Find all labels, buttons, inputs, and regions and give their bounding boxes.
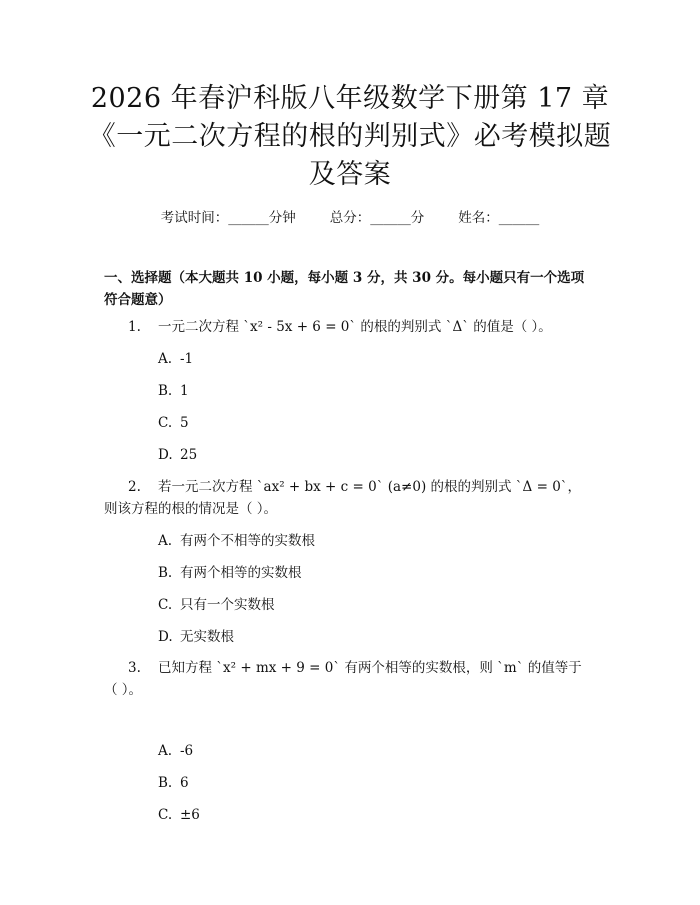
option-text: -6 — [180, 743, 194, 759]
option-text: ±6 — [180, 807, 200, 823]
option-text: 无实数根 — [180, 629, 234, 645]
option-letter: A. — [158, 533, 173, 549]
section-heading: 一、选择题（本大题共 10 小题，每小题 3 分，共 30 分。每小题只有一个选项符合题意） — [104, 270, 585, 308]
exam-time-field: 考试时间：______分钟 — [160, 210, 296, 226]
question-2-option-b — [158, 562, 302, 584]
total-score-field: 总分：______分 — [329, 210, 425, 226]
question-text: 一元二次方程 `x² - 5x + 6 = 0` 的根的判别式 `Δ` 的值是（ ）。 — [158, 319, 552, 335]
option-text: 1 — [180, 383, 189, 399]
question-1 — [104, 316, 594, 338]
question-number: 1. — [128, 319, 141, 335]
option-letter: A. — [158, 351, 173, 367]
question-1-option-d — [158, 444, 197, 466]
question-1-option-b — [158, 380, 189, 402]
question-1-option-c — [158, 412, 189, 434]
question-text: 已知方程 `x² + mx + 9 = 0` 有两个相等的实数根，则 `m` 的值等于（ ）。 — [104, 660, 582, 698]
question-3-option-c — [158, 804, 200, 826]
question-3-option-a — [158, 740, 193, 762]
question-2-option-c — [158, 594, 275, 616]
option-text: 25 — [180, 447, 198, 463]
option-letter: B. — [158, 775, 173, 791]
page-title-line-2: 《一元二次方程的根的判别式》必考模拟题 — [88, 121, 612, 152]
option-text: 5 — [180, 415, 189, 431]
option-text: 有两个相等的实数根 — [180, 565, 302, 581]
page-title-line-3: 及答案 — [308, 159, 392, 190]
question-2-option-a — [158, 530, 315, 552]
option-text: -1 — [180, 351, 194, 367]
question-1-option-a — [158, 348, 193, 370]
question-3-option-b — [158, 772, 189, 794]
question-2-option-d — [158, 626, 234, 648]
option-letter: A. — [158, 743, 173, 759]
option-text: 有两个不相等的实数根 — [180, 533, 315, 549]
option-letter: D. — [158, 447, 173, 463]
student-name-field: 姓名：______ — [458, 210, 540, 226]
option-letter: B. — [158, 383, 173, 399]
option-text: 只有一个实数根 — [180, 597, 275, 613]
option-text: 6 — [180, 775, 189, 791]
option-letter: B. — [158, 565, 173, 581]
page-title-line-1: 2026 年春沪科版八年级数学下册第 17 章 — [90, 83, 610, 114]
question-2 — [104, 476, 594, 520]
option-letter: C. — [158, 597, 173, 613]
exam-info-row — [0, 206, 700, 226]
option-letter: C. — [158, 415, 173, 431]
question-3 — [104, 657, 594, 701]
question-number: 3. — [128, 660, 141, 676]
option-letter: D. — [158, 629, 173, 645]
option-letter: C. — [158, 807, 173, 823]
question-text: 若一元二次方程 `ax² + bx + c = 0` (a≠0) 的根的判别式 `Δ = 0`，则该方程的根的情况是（ ）。 — [104, 479, 582, 517]
question-number: 2. — [128, 479, 141, 495]
